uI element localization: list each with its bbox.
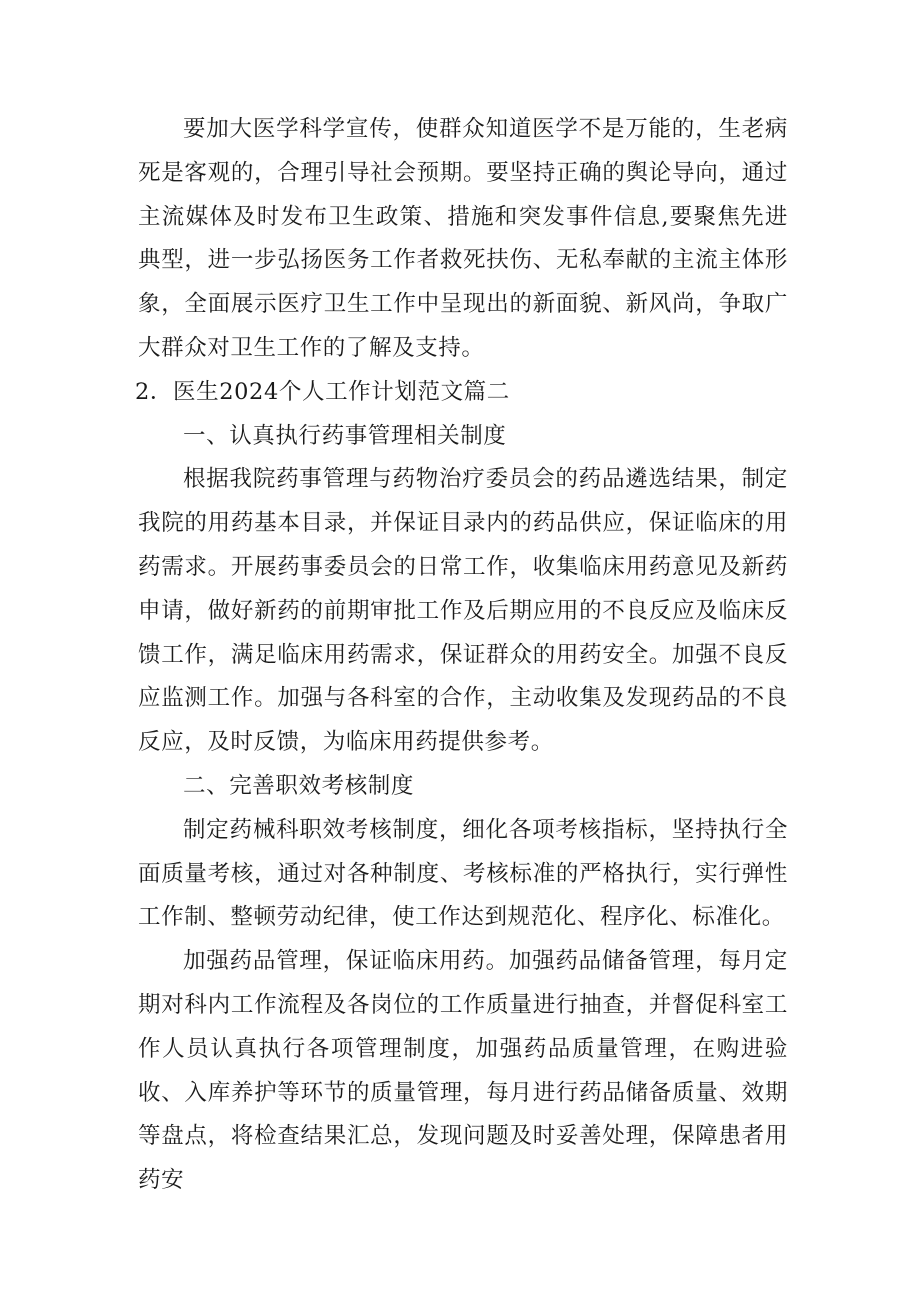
paragraph-pharmacy-rules: 根据我院药事管理与药物治疗委员会的药品遴选结果，制定我院的用药基本目录，并保证目录内的药品供应，保证临床的用药需求。开展药事委员会的日常工作，收集临床用药意见及新药申请，做好新药的前期审批工作及后期应用的不良反应及临床反馈工作，满足临床用药需求，保证群众的用药安全。加强不良反应监测工作。加强与各科室的合作，主动收集及发现药品的不良反应，及时反馈，为临床用药提供参考。: [138, 466, 788, 756]
subheading-pharmacy-rules: 一、认真执行药事管理相关制度: [183, 422, 507, 449]
paragraph-drug-management: 加强药品管理，保证临床用药。加强药品储备管理，每月定期对科内工作流程及各岗位的工作质量进行抽查，并督促科室工作人员认真执行各项管理制度，加强药品质量管理，在购进验收、入库养护等环节的质量管理，每月进行药品储备质量、效期等盘点，将检查结果汇总，发现问题及时妥善处理，保障患者用药安: [138, 948, 788, 1194]
section-heading-plan-two: 2．医生2024个人工作计划范文篇二: [135, 378, 510, 405]
paragraph-performance-assessment: 制定药械科职效考核制度，细化各项考核指标，坚持执行全面质量考核，通过对各种制度、考核标准的严格执行，实行弹性工作制、整顿劳动纪律，使工作达到规范化、程序化、标准化。: [138, 816, 788, 931]
document-body: [135, 108, 788, 1203]
subheading-performance-assessment: 二、完善职效考核制度: [183, 772, 415, 799]
paragraph-publicity: 要加大医学科学宣传，使群众知道医学不是万能的，生老病死是客观的，合理引导社会预期。要坚持正确的舆论导向，通过主流媒体及时发布卫生政策、措施和突发事件信息,要聚焦先进典型，进一步弘扬医务工作者救死扶伤、无私奉献的主流主体形象，全面展示医疗卫生工作中呈现出的新面貌、新风尚，争取广大群众对卫生工作的了解及支持。: [138, 116, 788, 361]
